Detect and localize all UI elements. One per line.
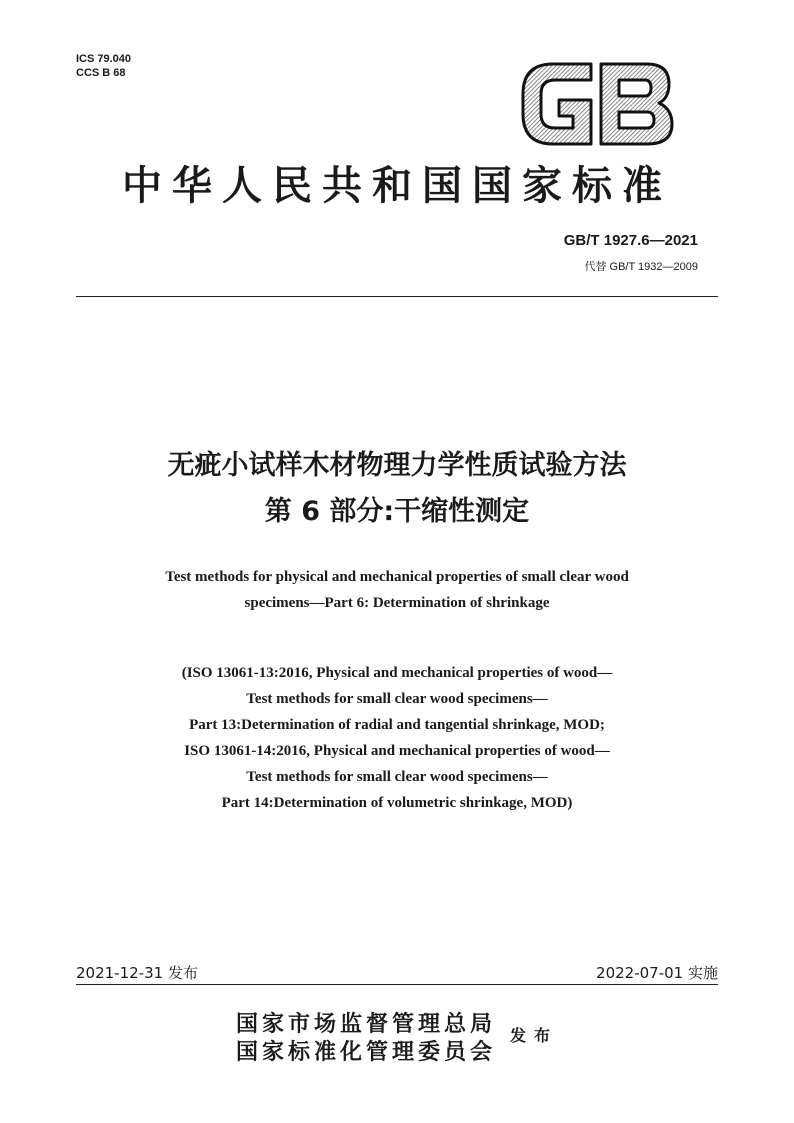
ccs-code: CCS B 68 (76, 67, 126, 79)
issue-date: 2021-12-31 发布 (76, 964, 198, 982)
issuer-sac: 国家标准化管理委员会 (236, 1039, 497, 1065)
gb-logo-icon (519, 60, 676, 148)
iso-reference-line: Test methods for small clear wood specimens— (246, 691, 548, 707)
iso-reference (0, 660, 794, 816)
iso-reference-line: Part 14:Determination of volumetric shrinkage, MOD) (221, 795, 573, 811)
iso-reference-line: Test methods for small clear wood specimens— (246, 769, 548, 785)
iso-reference-line: Part 13:Determination of radial and tangential shrinkage, MOD; (189, 717, 605, 733)
footer-divider (76, 984, 718, 985)
iso-reference-line: (ISO 13061-13:2016, Physical and mechanical properties of wood— (181, 665, 613, 681)
standard-number: GB/T 1927.6—2021 (563, 232, 698, 249)
issuer-samr: 国家市场监督管理总局 (236, 1011, 497, 1037)
implementation-date: 2022-07-01 实施 (596, 964, 718, 982)
ics-code: ICS 79.040 (76, 53, 132, 65)
national-standard-title: 中华人民共和国国家标准 (122, 162, 672, 209)
issuing-authorities (236, 1010, 496, 1066)
iso-reference-line: ISO 13061-14:2016, Physical and mechanical properties of wood— (184, 743, 610, 759)
english-title-line1: Test methods for physical and mechanical properties of small clear wood (165, 569, 629, 585)
chinese-title-line2: 第 6 部分:干缩性测定 (264, 496, 530, 527)
chinese-title-line1: 无疵小试样木材物理力学性质试验方法 (167, 450, 627, 481)
publish-label: 发布 (510, 1026, 559, 1045)
classification-codes (76, 52, 131, 80)
header-divider (76, 296, 718, 297)
english-title-line2: specimens—Part 6: Determination of shrinkage (244, 595, 550, 611)
replaces-standard: 代替 GB/T 1932—2009 (584, 261, 698, 273)
